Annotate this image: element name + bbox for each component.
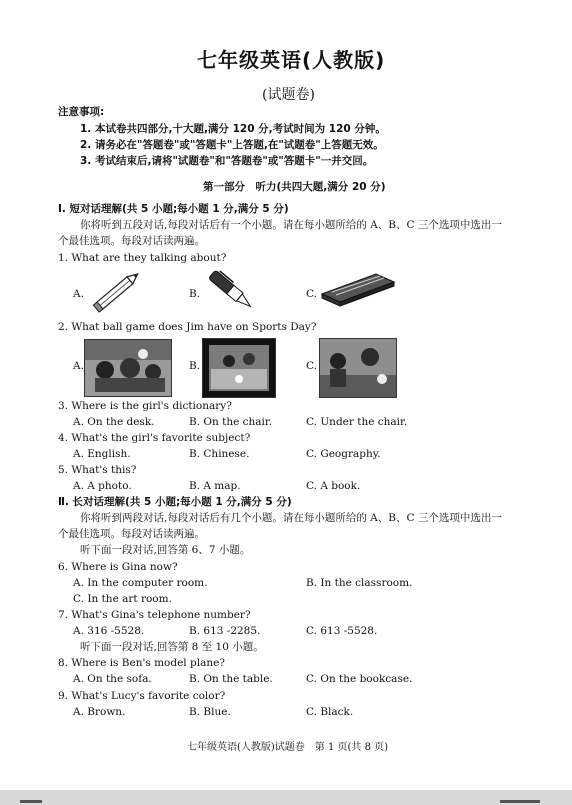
option-b: B. In the classroom. bbox=[306, 577, 413, 589]
question-stem: 3. Where is the girl's dictionary? bbox=[58, 400, 232, 412]
listen-instruction: 听下面一段对话,回答第 6、7 小题。 bbox=[80, 544, 251, 556]
option-b: B. Chinese. bbox=[189, 448, 250, 460]
option-a: A. English. bbox=[73, 448, 131, 460]
option-a: A. In the computer room. bbox=[73, 577, 208, 589]
option-label: B. bbox=[189, 288, 201, 300]
pencil-case-image bbox=[318, 268, 398, 308]
question-stem: 4. What's the girl's favorite subject? bbox=[58, 432, 251, 444]
question-stem: 1. What are they talking about? bbox=[58, 252, 227, 264]
option-c: C. A book. bbox=[306, 480, 361, 492]
page-title: 七年级英语(人教版) bbox=[197, 48, 386, 72]
question-stem: 8. Where is Ben's model plane? bbox=[58, 657, 225, 669]
option-c: C. Black. bbox=[306, 706, 354, 718]
option-label: C. bbox=[306, 288, 317, 300]
option-label: A. bbox=[73, 360, 84, 372]
option-b: B. On the table. bbox=[189, 673, 273, 685]
part-heading: 第一部分 听力(共四大题,满分 20 分) bbox=[203, 181, 386, 193]
notice-item: 2. 请务必在"答题卷"或"答题卡"上答题,在"试题卷"上答题无效。 bbox=[80, 139, 384, 151]
fountain-pen-image bbox=[200, 266, 260, 314]
section-intro: 你将听到两段对话,每段对话后有几个小题。请在每小题所给的 A、B、C 三个选项中选出一 bbox=[80, 512, 502, 524]
section-heading: Ⅰ. 短对话理解(共 5 小题;每小题 1 分,满分 5 分) bbox=[58, 203, 289, 215]
option-c: C. Under the chair. bbox=[306, 416, 408, 428]
option-b: B. A map. bbox=[189, 480, 241, 492]
page-footer: 七年级英语(人教版)试题卷 第 1 页(共 8 页) bbox=[187, 742, 389, 753]
notice-heading: 注意事项: bbox=[58, 106, 105, 118]
pencil-image bbox=[90, 266, 146, 316]
question-stem: 5. What's this? bbox=[58, 464, 137, 476]
bottom-scan-bar bbox=[0, 790, 572, 805]
section-intro: 个最佳选项。每段对话读两遍。 bbox=[58, 528, 205, 540]
notice-item: 1. 本试卷共四部分,十大题,满分 120 分,考试时间为 120 分钟。 bbox=[80, 123, 386, 135]
sports-photo-c bbox=[319, 338, 397, 398]
option-a: A. A photo. bbox=[73, 480, 132, 492]
sports-photo-a bbox=[84, 339, 172, 397]
option-a: A. On the desk. bbox=[73, 416, 155, 428]
scan-mark-right bbox=[500, 800, 540, 803]
option-c: C. Geography. bbox=[306, 448, 381, 460]
section-intro: 个最佳选项。每段对话读两遍。 bbox=[58, 235, 205, 247]
option-a: A. 316 -5528. bbox=[73, 625, 145, 637]
listen-instruction: 听下面一段对话,回答第 8 至 10 小题。 bbox=[80, 641, 264, 653]
page-subtitle: (试题卷) bbox=[262, 87, 315, 103]
scan-mark-left bbox=[20, 800, 42, 803]
section-heading: Ⅱ. 长对话理解(共 5 小题;每小题 1 分,满分 5 分) bbox=[58, 496, 292, 508]
notice-item: 3. 考试结束后,请将"试题卷"和"答题卷"或"答题卡"一并交回。 bbox=[80, 155, 374, 167]
option-a: A. Brown. bbox=[73, 706, 126, 718]
option-b: B. 613 -2285. bbox=[189, 625, 261, 637]
question-stem: 2. What ball game does Jim have on Sports Day? bbox=[58, 321, 317, 333]
option-b: B. On the chair. bbox=[189, 416, 273, 428]
option-label: A. bbox=[73, 288, 84, 300]
option-a: A. On the sofa. bbox=[73, 673, 152, 685]
option-c: C. In the art room. bbox=[73, 593, 172, 605]
question-stem: 9. What's Lucy's favorite color? bbox=[58, 690, 226, 702]
option-label: B. bbox=[189, 360, 201, 372]
option-c: C. On the bookcase. bbox=[306, 673, 413, 685]
question-stem: 7. What's Gina's telephone number? bbox=[58, 609, 251, 621]
option-c: C. 613 -5528. bbox=[306, 625, 378, 637]
option-b: B. Blue. bbox=[189, 706, 231, 718]
question-stem: 6. Where is Gina now? bbox=[58, 561, 178, 573]
section-intro: 你将听到五段对话,每段对话后有一个小题。请在每小题所给的 A、B、C 三个选项中选出一 bbox=[80, 219, 502, 231]
sports-photo-b bbox=[202, 338, 276, 398]
option-label: C. bbox=[306, 360, 317, 372]
